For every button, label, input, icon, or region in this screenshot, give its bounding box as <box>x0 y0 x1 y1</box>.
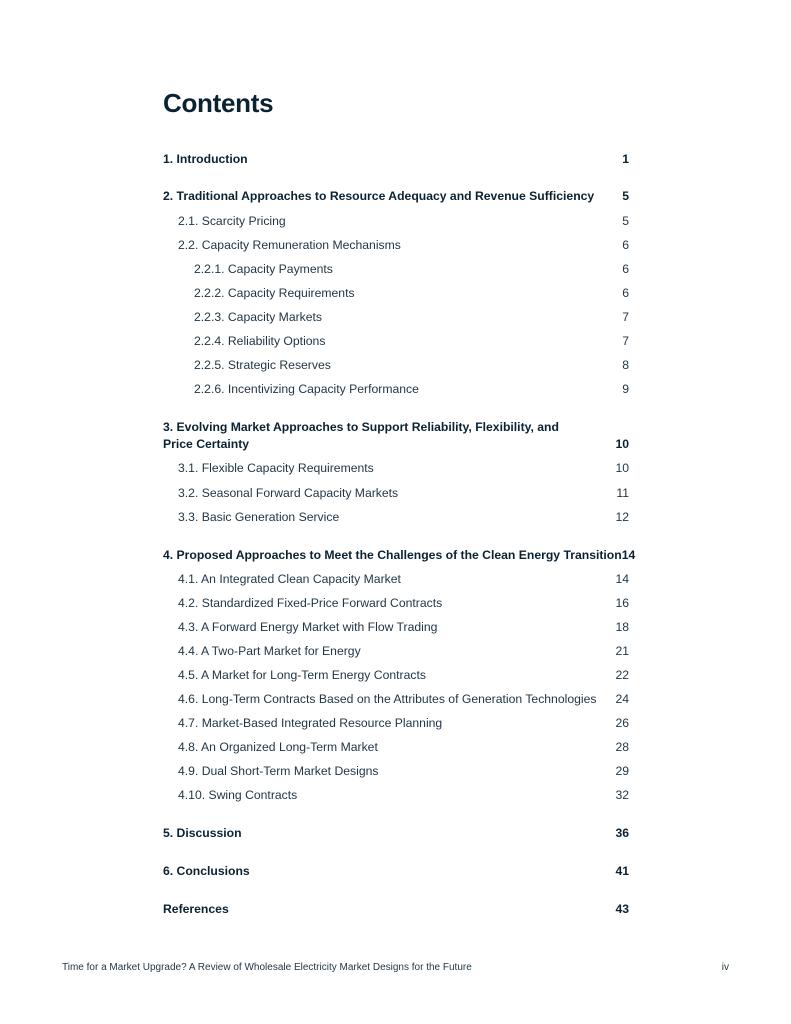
toc-entry-label: 4.5. A Market for Long-Term Energy Contracts <box>178 668 426 682</box>
toc-entry-integrated-clean-capacity[interactable] <box>163 571 629 588</box>
toc-entry-page: 5 <box>622 189 629 203</box>
toc-entry-label: References <box>163 902 229 916</box>
toc-entry-label: 6. Conclusions <box>163 864 250 878</box>
toc-entry-capacity-performance[interactable] <box>163 381 629 398</box>
toc-entry-page: 10 <box>615 437 629 451</box>
toc-entry-page: 6 <box>622 262 629 276</box>
toc-entry-page: 9 <box>622 382 629 396</box>
toc-entry-references[interactable] <box>163 901 629 918</box>
toc-entry-introduction[interactable] <box>163 151 629 168</box>
toc-entry-label: 4.7. Market-Based Integrated Resource Planning <box>178 716 443 730</box>
toc-entry-label: 4.2. Standardized Fixed-Price Forward Contracts <box>178 596 443 610</box>
toc-entry-label: 2.2.2. Capacity Requirements <box>194 286 355 300</box>
toc-entry-reliability-options[interactable] <box>163 333 629 350</box>
toc-entry-proposed-approaches[interactable] <box>163 547 636 564</box>
toc-entry-dual-short-term[interactable] <box>163 763 629 780</box>
toc-entry-evolving-market-approaches[interactable] <box>163 419 629 453</box>
toc-entry-page: 32 <box>615 788 629 802</box>
toc-entry-generation-attributes[interactable] <box>163 691 629 708</box>
toc-entry-label: 2.2. Capacity Remuneration Mechanisms <box>178 238 401 252</box>
toc-entry-discussion[interactable] <box>163 825 629 842</box>
toc-entry-scarcity-pricing[interactable] <box>163 213 629 230</box>
toc-entry-page: 26 <box>615 716 629 730</box>
toc-entry-capacity-requirements[interactable] <box>163 285 629 302</box>
toc-entry-page: 18 <box>615 620 629 634</box>
page-title: Contents <box>163 88 274 118</box>
toc-entry-capacity-markets[interactable] <box>163 309 629 326</box>
toc-entry-label: 2.2.1. Capacity Payments <box>194 262 333 276</box>
footer-page-number: iv <box>721 962 729 973</box>
toc-entry-label: 1. Introduction <box>163 152 248 166</box>
toc-entry-label: 4.10. Swing Contracts <box>178 788 298 802</box>
toc-entry-page: 16 <box>615 596 629 610</box>
toc-entry-fixed-price-forward[interactable] <box>163 595 629 612</box>
toc-entry-strategic-reserves[interactable] <box>163 357 629 374</box>
toc-entry-label: 4.6. Long-Term Contracts Based on the Attributes of Generation Technologies <box>178 692 597 706</box>
toc-entry-label: 2.2.5. Strategic Reserves <box>194 358 331 372</box>
toc-entry-label: 5. Discussion <box>163 826 242 840</box>
toc-entry-page: 43 <box>615 902 629 916</box>
toc-entry-label: 4. Proposed Approaches to Meet the Challenges of the Clean Energy Transition <box>163 548 622 562</box>
toc-entry-forward-energy-market[interactable] <box>163 619 629 636</box>
toc-entry-label: 3. Evolving Market Approaches to Support Reliability, Flexibility, and Price Certainty <box>163 420 559 451</box>
toc-entry-page: 8 <box>622 358 629 372</box>
toc-entry-page: 24 <box>615 692 629 706</box>
toc-entry-page: 41 <box>615 864 629 878</box>
toc-entry-page: 11 <box>616 486 629 500</box>
toc-entry-label: 4.9. Dual Short-Term Market Designs <box>178 764 379 778</box>
toc-entry-basic-generation[interactable] <box>163 509 629 526</box>
toc-entry-page: 21 <box>615 644 629 658</box>
toc-entry-label: 2.2.4. Reliability Options <box>194 334 326 348</box>
toc-entry-label: 4.8. An Organized Long-Term Market <box>178 740 378 754</box>
toc-entry-label: 2.1. Scarcity Pricing <box>178 214 286 228</box>
toc-entry-capacity-payments[interactable] <box>163 261 629 278</box>
toc-entry-two-part-market[interactable] <box>163 643 629 660</box>
toc-entry-page: 7 <box>622 310 629 324</box>
toc-entry-label: 2. Traditional Approaches to Resource Adequacy and Revenue Sufficiency <box>163 189 595 203</box>
toc-entry-label: 4.1. An Integrated Clean Capacity Market <box>178 572 401 586</box>
page-footer <box>62 962 729 973</box>
toc-entry-label: 2.2.6. Incentivizing Capacity Performance <box>194 382 419 396</box>
toc-entry-label: 3.1. Flexible Capacity Requirements <box>178 461 374 475</box>
toc-entry-label: 2.2.3. Capacity Markets <box>194 310 323 324</box>
toc-entry-label: 3.3. Basic Generation Service <box>178 510 340 524</box>
toc-entry-page: 1 <box>622 152 629 166</box>
toc-entry-page: 28 <box>615 740 629 754</box>
footer-document-title: Time for a Market Upgrade? A Review of Wholesale Electricity Market Designs for the Future <box>62 962 472 973</box>
toc-entry-traditional-approaches[interactable] <box>163 188 629 205</box>
toc-entry-long-term-energy-contracts[interactable] <box>163 667 629 684</box>
toc-entry-flexible-capacity[interactable] <box>163 460 629 477</box>
toc-entry-organized-long-term-market[interactable] <box>163 739 629 756</box>
toc-entry-label: 4.4. A Two-Part Market for Energy <box>178 644 361 658</box>
toc-entry-swing-contracts[interactable] <box>163 787 629 804</box>
toc-entry-page: 7 <box>622 334 629 348</box>
toc-entry-capacity-remuneration[interactable] <box>163 237 629 254</box>
toc-entry-page: 10 <box>615 461 629 475</box>
toc-entry-label: 4.3. A Forward Energy Market with Flow Trading <box>178 620 438 634</box>
toc-entry-page: 36 <box>615 826 629 840</box>
toc-entry-page: 5 <box>622 214 629 228</box>
toc-entry-page: 29 <box>615 764 629 778</box>
toc-entry-page: 14 <box>621 548 636 562</box>
toc-entry-seasonal-forward[interactable] <box>163 485 629 502</box>
toc-entry-page: 6 <box>622 286 629 300</box>
toc-entry-page: 6 <box>622 238 629 252</box>
toc-entry-label: 3.2. Seasonal Forward Capacity Markets <box>178 486 399 500</box>
toc-entry-conclusions[interactable] <box>163 863 629 880</box>
toc-entry-page: 14 <box>615 572 629 586</box>
toc-entry-page: 12 <box>615 510 629 524</box>
toc-entry-integrated-resource-planning[interactable] <box>163 715 629 732</box>
toc-entry-page: 22 <box>615 668 629 682</box>
